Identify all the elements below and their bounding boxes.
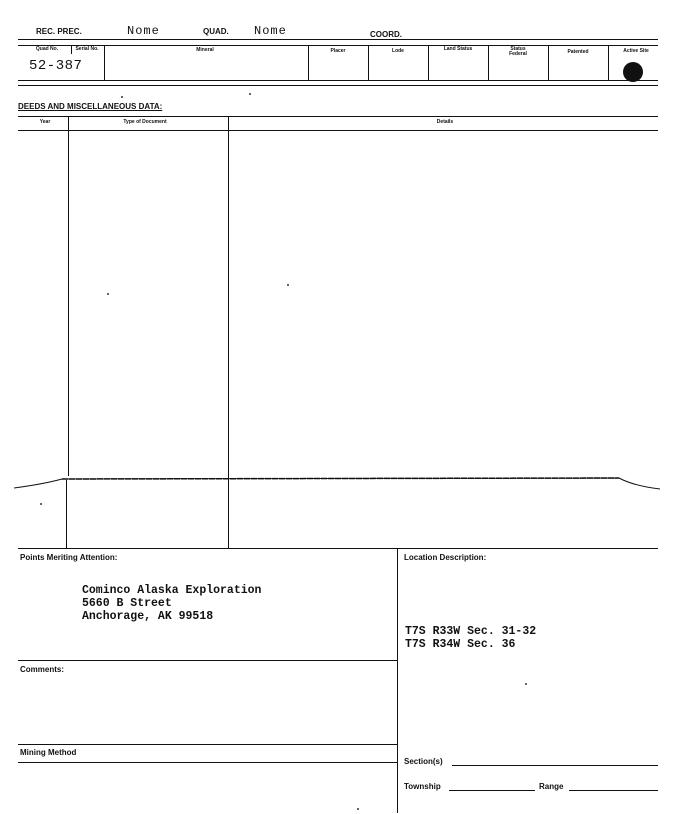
claim-divider <box>548 45 549 80</box>
speck <box>40 503 42 505</box>
comments-top-rule <box>18 660 397 661</box>
type-of-document-header: Type of Document <box>123 119 167 125</box>
patented-header: Patented <box>567 49 589 55</box>
points-line-2: 5660 B Street <box>82 597 172 610</box>
year-column-divider <box>68 116 69 476</box>
coord-label: COORD. <box>370 30 402 39</box>
quad-value: Nome <box>254 24 287 38</box>
page-seam <box>14 470 662 496</box>
claim-divider <box>488 45 489 80</box>
claim-divider <box>608 45 609 80</box>
quad-label: QUAD. <box>203 27 229 36</box>
claim-divider <box>308 45 309 80</box>
land-status-header: Land Status <box>443 46 473 52</box>
points-line-3: Anchorage, AK 99518 <box>82 610 214 623</box>
quad-no-header: Quad No. <box>35 46 59 52</box>
speck <box>287 284 289 286</box>
location-line-1: T7S R33W Sec. 31-32 <box>405 625 537 638</box>
rec-prec-value: Nome <box>127 24 160 38</box>
quad-serial-value: 52-387 <box>29 58 83 74</box>
mining-method-label: Mining Method <box>20 748 77 757</box>
speck <box>525 683 527 685</box>
deeds-title: DEEDS AND MISCELLANEOUS DATA: <box>18 102 163 111</box>
active-site-header: Active Site <box>623 48 649 54</box>
section-field[interactable] <box>452 765 658 766</box>
claim-divider <box>368 45 369 80</box>
lode-header: Lode <box>392 48 404 54</box>
mining-top-rule <box>18 744 397 745</box>
range-field[interactable] <box>569 790 658 791</box>
rec-prec-label: REC. PREC. <box>36 27 82 36</box>
speck <box>107 293 109 295</box>
claim-table-bottom <box>18 80 658 81</box>
points-meriting-attention-label: Points Meriting Attention: <box>20 553 118 562</box>
range-label: Range <box>539 782 564 791</box>
claim-divider <box>104 45 105 80</box>
claim-divider <box>428 45 429 80</box>
status-federal-header: Status Federal <box>509 46 527 57</box>
claim-table-bottom-rule <box>18 85 658 86</box>
claim-table-top <box>18 45 658 46</box>
points-line-1: Cominco Alaska Exploration <box>82 584 262 597</box>
speck <box>357 808 359 810</box>
lower-section-top <box>18 548 658 549</box>
placer-header: Placer <box>330 48 346 54</box>
township-label: Township <box>404 782 441 791</box>
township-field[interactable] <box>449 790 535 791</box>
deeds-header-bottom <box>18 130 658 131</box>
serial-no-header: Serial No. <box>75 46 99 52</box>
mining-bottom-rule <box>18 762 397 763</box>
mineral-header: Mineral <box>196 47 214 53</box>
details-header: Details <box>436 119 454 125</box>
active-site-dot-icon <box>623 62 643 82</box>
speck <box>249 93 251 95</box>
comments-label: Comments: <box>20 665 65 674</box>
lower-center-divider <box>397 548 398 813</box>
header-rule <box>18 39 658 40</box>
section-label: Section(s) <box>404 757 443 766</box>
location-line-2: T7S R34W Sec. 36 <box>405 638 516 651</box>
year-header: Year <box>39 119 51 125</box>
location-description-label: Location Description: <box>404 553 487 562</box>
speck <box>121 96 123 98</box>
deeds-table-top <box>18 116 658 117</box>
